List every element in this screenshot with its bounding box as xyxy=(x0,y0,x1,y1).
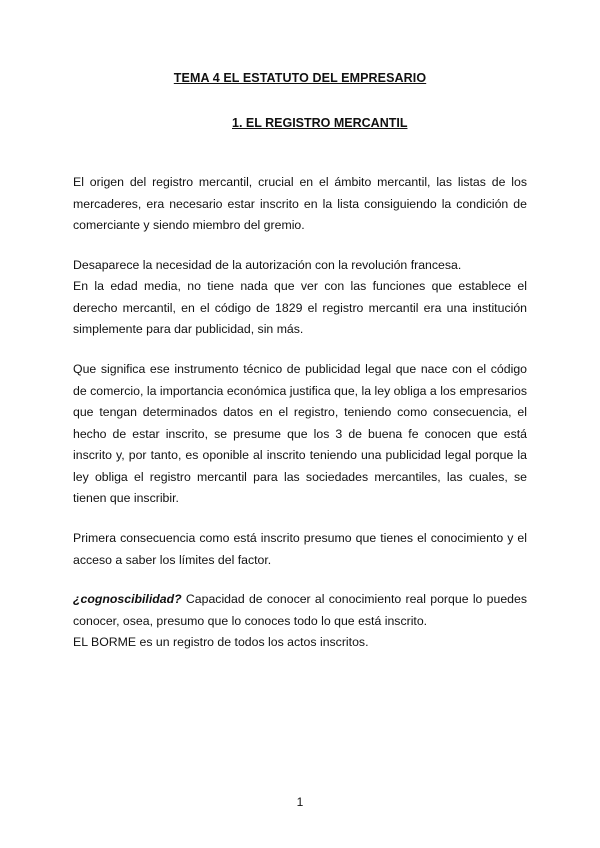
paragraph-borme: EL BORME es un registro de todos los actos inscritos. xyxy=(73,635,369,649)
paragraph-origin: El origen del registro mercantil, crucial en el ámbito mercantil, las listas de los mercaderes, era necesario estar inscrito en la lista consiguiendo la condición de comerciante y siendo miembro del gremio. xyxy=(73,175,527,232)
paragraph-french-revolution: Desaparece la necesidad de la autorización con la revolución francesa. xyxy=(73,258,462,272)
paragraph-middle-ages: En la edad media, no tiene nada que ver con las funciones que establece el derecho mercantil, en el código de 1829 el registro mercantil era una institución simplemente para dar publicidad, sin más. xyxy=(73,279,527,336)
paragraph-first-consequence: Primera consecuencia como está inscrito presumo que tienes el conocimiento y el acceso a saber los límites del factor. xyxy=(73,531,527,567)
cognoscibility-term: ¿cognoscibilidad? xyxy=(73,592,182,606)
cognoscibility-definition: Capacidad de conocer al conocimiento real porque lo puedes conocer, osea, presumo que lo conoces todo lo que está inscrito. xyxy=(73,592,527,628)
document-title: TEMA 4 EL ESTATUTO DEL EMPRESARIO xyxy=(173,71,427,85)
paragraph-legal-publicity: Que significa ese instrumento técnico de publicidad legal que nace con el código de comercio, la importancia económica justifica que, la ley obliga a los empresarios que tengan determinados datos en el registro, teniendo como consecuencia, el hecho de estar inscrito, se presume que los 3 de buena fe conocen que está inscrito y, por tanto, es oponible al inscrito teniendo una publicidad legal porque la ley obliga el registro mercantil para las sociedades mercantiles, las cuales, se tienen que inscribir. xyxy=(73,362,527,505)
page-number: 1 xyxy=(296,795,304,809)
paragraph-cognoscibility xyxy=(73,589,527,632)
section-heading: 1. EL REGISTRO MERCANTIL xyxy=(232,116,408,130)
